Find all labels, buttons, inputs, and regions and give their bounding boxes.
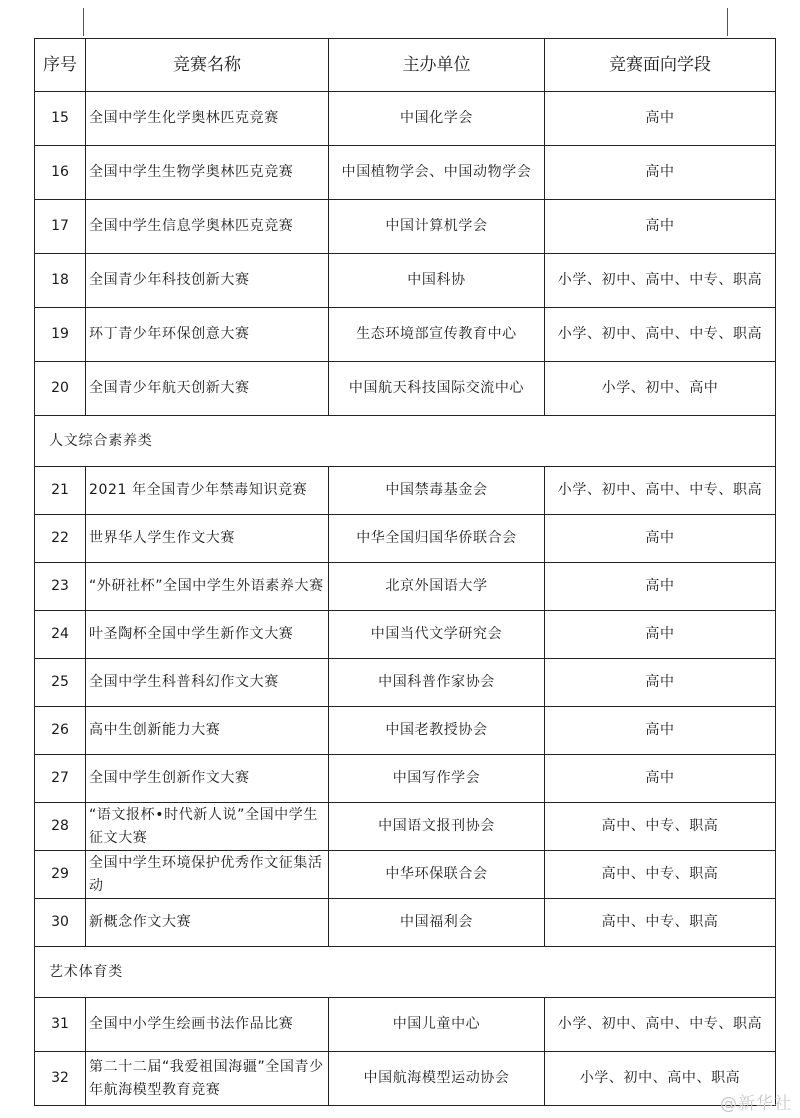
competition-name: 2021 年全国青少年禁毒知识竞赛 — [86, 467, 329, 515]
competition-name: “语文报杯•时代新人说”全国中学生征文大赛 — [86, 803, 329, 851]
row-index: 20 — [35, 362, 86, 416]
competition-name: 第二十二届“我爱祖国海疆”全国青少年航海模型教育竞赛 — [86, 1052, 329, 1106]
competition-name: 全国中学生科普科幻作文大赛 — [86, 659, 329, 707]
organizer: 中国儿童中心 — [329, 998, 545, 1052]
school-level: 高中 — [545, 707, 776, 755]
header-index: 序号 — [35, 39, 86, 92]
school-level: 小学、初中、高中、中专、职高 — [545, 254, 776, 308]
table-row — [35, 707, 776, 755]
competition-name: 全国中学生环境保护优秀作文征集活动 — [86, 851, 329, 899]
school-level: 小学、初中、高中、中专、职高 — [545, 467, 776, 515]
row-index: 22 — [35, 515, 86, 563]
table-row — [35, 659, 776, 707]
school-level: 高中 — [545, 92, 776, 146]
section-title-arts-sports: 艺术体育类 — [35, 947, 776, 998]
row-index: 27 — [35, 755, 86, 803]
row-index: 26 — [35, 707, 86, 755]
row-index: 16 — [35, 146, 86, 200]
table-row — [35, 362, 776, 416]
school-level: 高中、中专、职高 — [545, 851, 776, 899]
table-row — [35, 1052, 776, 1106]
section-row — [35, 416, 776, 467]
table-row — [35, 998, 776, 1052]
school-level: 高中 — [545, 659, 776, 707]
school-level: 高中、中专、职高 — [545, 803, 776, 851]
competition-name: 全国中小学生绘画书法作品比赛 — [86, 998, 329, 1052]
xinhua-watermark: @新华社 — [720, 1094, 792, 1114]
table-row — [35, 563, 776, 611]
organizer: 中国计算机学会 — [329, 200, 545, 254]
competition-name: 全国中学生生物学奥林匹克竞赛 — [86, 146, 329, 200]
competition-name: 全国中学生信息学奥林匹克竞赛 — [86, 200, 329, 254]
competition-name: 全国中学生创新作文大赛 — [86, 755, 329, 803]
section-title-humanities: 人文综合素养类 — [35, 416, 776, 467]
table-row — [35, 308, 776, 362]
organizer: 中国植物学会、中国动物学会 — [329, 146, 545, 200]
header-organizer: 主办单位 — [329, 39, 545, 92]
section-row — [35, 947, 776, 998]
organizer: 中华环保联合会 — [329, 851, 545, 899]
table-row — [35, 899, 776, 947]
header-competition-name: 竞赛名称 — [86, 39, 329, 92]
organizer: 中华全国归国华侨联合会 — [329, 515, 545, 563]
competition-table — [34, 38, 776, 1106]
header-school-level: 竞赛面向学段 — [545, 39, 776, 92]
school-level: 高中 — [545, 515, 776, 563]
row-index: 29 — [35, 851, 86, 899]
row-index: 28 — [35, 803, 86, 851]
competition-name: 全国中学生化学奥林匹克竞赛 — [86, 92, 329, 146]
school-level: 高中 — [545, 611, 776, 659]
row-index: 19 — [35, 308, 86, 362]
competition-name: 全国青少年航天创新大赛 — [86, 362, 329, 416]
row-index: 25 — [35, 659, 86, 707]
organizer: 中国航天科技国际交流中心 — [329, 362, 545, 416]
competition-name: “外研社杯”全国中学生外语素养大赛 — [86, 563, 329, 611]
competition-name: 叶圣陶杯全国中学生新作文大赛 — [86, 611, 329, 659]
organizer: 中国当代文学研究会 — [329, 611, 545, 659]
school-level: 小学、初中、高中、中专、职高 — [545, 998, 776, 1052]
organizer: 中国科协 — [329, 254, 545, 308]
school-level: 高中 — [545, 755, 776, 803]
table-row — [35, 851, 776, 899]
table-row — [35, 467, 776, 515]
table-row — [35, 200, 776, 254]
organizer: 中国化学会 — [329, 92, 545, 146]
organizer: 中国航海模型运动协会 — [329, 1052, 545, 1106]
table-row — [35, 146, 776, 200]
margin-mark-left — [83, 8, 84, 36]
school-level: 高中 — [545, 200, 776, 254]
table-row — [35, 611, 776, 659]
table-row — [35, 803, 776, 851]
competition-name: 新概念作文大赛 — [86, 899, 329, 947]
row-index: 32 — [35, 1052, 86, 1106]
organizer: 中国语文报刊协会 — [329, 803, 545, 851]
row-index: 30 — [35, 899, 86, 947]
school-level: 高中、中专、职高 — [545, 899, 776, 947]
row-index: 21 — [35, 467, 86, 515]
table-row — [35, 755, 776, 803]
competition-name: 全国青少年科技创新大赛 — [86, 254, 329, 308]
margin-mark-right — [727, 8, 728, 36]
table-row — [35, 92, 776, 146]
row-index: 31 — [35, 998, 86, 1052]
school-level: 小学、初中、高中 — [545, 362, 776, 416]
table-row — [35, 515, 776, 563]
organizer: 中国老教授协会 — [329, 707, 545, 755]
organizer: 生态环境部宣传教育中心 — [329, 308, 545, 362]
table-header-row — [35, 39, 776, 92]
organizer: 中国科普作家协会 — [329, 659, 545, 707]
table-row — [35, 254, 776, 308]
row-index: 24 — [35, 611, 86, 659]
organizer: 中国福利会 — [329, 899, 545, 947]
school-level: 高中 — [545, 563, 776, 611]
row-index: 18 — [35, 254, 86, 308]
competition-name: 世界华人学生作文大赛 — [86, 515, 329, 563]
organizer: 中国禁毒基金会 — [329, 467, 545, 515]
competition-name: 环丁青少年环保创意大赛 — [86, 308, 329, 362]
competition-name: 高中生创新能力大赛 — [86, 707, 329, 755]
row-index: 23 — [35, 563, 86, 611]
organizer: 北京外国语大学 — [329, 563, 545, 611]
school-level: 小学、初中、高中、职高 — [545, 1052, 776, 1106]
school-level: 高中 — [545, 146, 776, 200]
row-index: 15 — [35, 92, 86, 146]
school-level: 小学、初中、高中、中专、职高 — [545, 308, 776, 362]
row-index: 17 — [35, 200, 86, 254]
organizer: 中国写作学会 — [329, 755, 545, 803]
